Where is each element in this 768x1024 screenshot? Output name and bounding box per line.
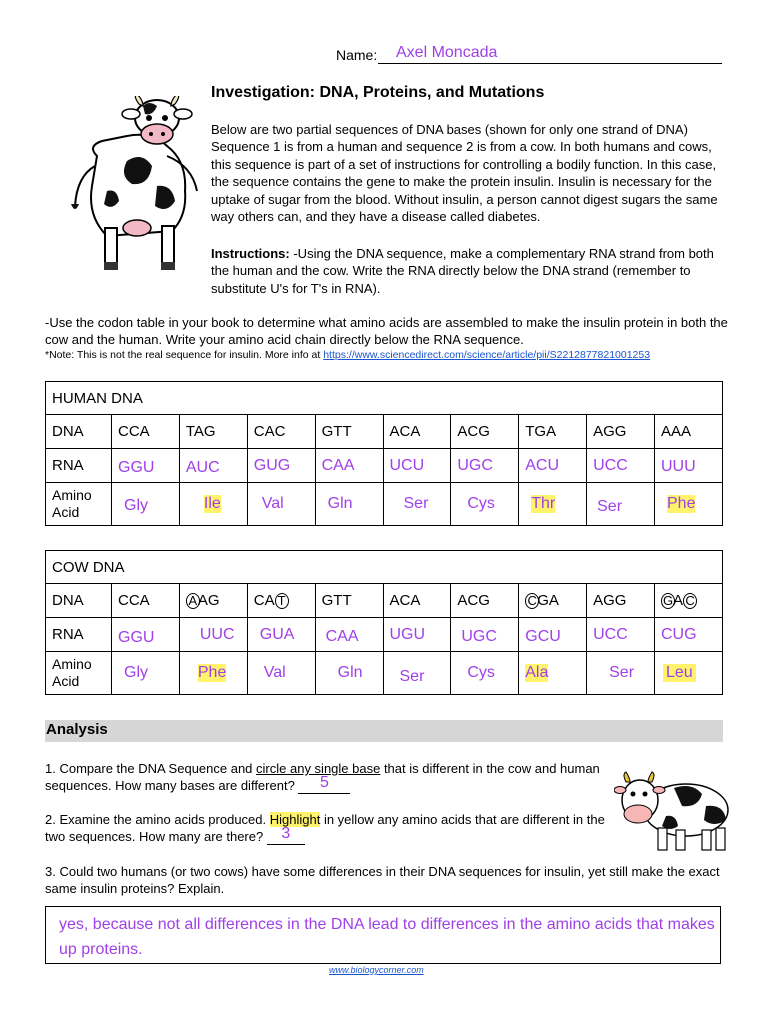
- cow-table-title: COW DNA: [46, 551, 723, 584]
- instructions-text: -Using the DNA sequence, make a complementary RNA strand from both the human and the cow. Write the RNA directly below the DNA strand (remember to substitute U's for T's in RNA).: [211, 246, 714, 296]
- human-rna-answer[interactable]: GGU: [118, 459, 155, 476]
- human-dna-cell: AGG: [587, 415, 655, 449]
- human-dna-cell: AAA: [655, 415, 723, 449]
- human-rna-answer[interactable]: CAA: [321, 456, 355, 474]
- human-rna-answer[interactable]: UCC: [593, 456, 628, 474]
- cow-amino-answer[interactable]: Ser: [399, 668, 425, 685]
- q1-answer: 5: [319, 774, 329, 791]
- human-rna-answer[interactable]: ACU: [525, 456, 560, 474]
- analysis-header-bar: [45, 720, 723, 742]
- cow-amino-answer[interactable]: Gln: [337, 664, 363, 681]
- name-line: [378, 63, 722, 64]
- cow-dna-rest: A: [673, 592, 684, 609]
- cow-dna-rest: GA: [537, 592, 559, 609]
- human-amino-answer[interactable]: Ile: [203, 495, 221, 512]
- q1-underlined: circle any single base: [256, 761, 381, 776]
- instructions-label: Instructions:: [211, 246, 290, 261]
- cow-amino-answer[interactable]: Leu: [663, 664, 696, 682]
- student-name[interactable]: Axel Moncada: [396, 44, 498, 61]
- human-dna-table: [45, 381, 723, 526]
- cow-dna-cell: [179, 584, 247, 618]
- cow-dna-cell: [247, 584, 315, 618]
- cow-dna-cell: AGG: [587, 584, 655, 618]
- human-dna-cell: CAC: [247, 415, 315, 449]
- circled-base: C: [525, 593, 539, 609]
- human-dna-cell: TGA: [519, 415, 587, 449]
- human-amino-answer[interactable]: Ser: [597, 498, 623, 515]
- cow-rna-answer[interactable]: UGC: [461, 627, 497, 645]
- human-rna-answer[interactable]: AUC: [185, 459, 220, 476]
- question-3: 3. Could two humans (or two cows) have some differences in their DNA sequences for insulin, yet still make the exact same insulin proteins? Explain.: [45, 864, 720, 896]
- cow-dna-rest: AG: [197, 592, 220, 609]
- cow-rna-answer[interactable]: UGU: [389, 625, 426, 643]
- name-label: Name:: [336, 47, 378, 63]
- human-rna-answer[interactable]: UUU: [661, 458, 696, 475]
- cow-dna-row: [46, 584, 723, 618]
- note: [45, 349, 745, 361]
- human-dna-cell: GTT: [315, 415, 383, 449]
- human-table-title: HUMAN DNA: [46, 382, 723, 415]
- intro-paragraph: Below are two partial sequences of DNA bases (shown for only one strand of DNA) Sequence 1 is from a human and sequence 2 is from a cow. In both humans and cows, this sequence is part of a set of instructions for controlling a bodily function. In this case, the sequence contains the gene to make the protein insulin. Insulin is necessary for the uptake of sugar from the blood. Without insulin, a person cannot digest sugars the same way others can, and they have a disease called diabetes.: [211, 122, 718, 225]
- cow-amino-answer[interactable]: Ser: [609, 664, 635, 681]
- cow-amino-answer[interactable]: Val: [263, 664, 286, 681]
- circled-base: T: [275, 593, 289, 609]
- circled-base: C: [683, 593, 697, 609]
- row-label-amino: Amino Acid: [46, 483, 112, 526]
- human-rna-row: [46, 449, 723, 483]
- q1-answer-blank[interactable]: [298, 774, 350, 794]
- cow-dna-cell: [519, 584, 587, 618]
- q2-answer: 3: [281, 825, 291, 842]
- cow-rna-answer[interactable]: GUA: [259, 625, 295, 643]
- cow-amino-row: [46, 652, 723, 695]
- cow-dna-cell: ACG: [451, 584, 519, 618]
- instructions-paragraph: [211, 245, 723, 297]
- cow-dna-cell: CCA: [112, 584, 180, 618]
- human-amino-row: [46, 483, 723, 526]
- human-dna-cell: ACA: [383, 415, 451, 449]
- cow-dna-table: [45, 550, 723, 695]
- row-label-amino: Amino Acid: [46, 652, 112, 695]
- q1-text: 1. Compare the DNA Sequence and: [45, 761, 257, 776]
- human-rna-answer[interactable]: GUG: [253, 456, 291, 474]
- cow-rna-answer[interactable]: UCC: [593, 625, 628, 643]
- row-label-rna: RNA: [46, 618, 112, 652]
- cow-rna-answer[interactable]: CUG: [661, 625, 697, 643]
- human-amino-answer[interactable]: Cys: [467, 495, 495, 512]
- q2-text-2: in yellow any amino acids that are different in the two sequences. How many are there?: [45, 812, 605, 844]
- circled-base: A: [186, 593, 200, 609]
- note-link[interactable]: https://www.sciencedirect.com/science/article/pii/S2212877821001253: [323, 349, 651, 361]
- human-rna-answer[interactable]: UGC: [457, 456, 493, 474]
- question-2: [45, 811, 605, 845]
- cow-amino-answer[interactable]: Cys: [467, 664, 495, 681]
- page-title: Investigation: DNA, Proteins, and Mutations: [211, 84, 545, 101]
- analysis-title: Analysis: [46, 721, 108, 738]
- human-dna-cell: CCA: [112, 415, 180, 449]
- q1-text-2: that is different in the cow and human sequences. How many bases are different?: [45, 761, 600, 793]
- cow-illustration: [57, 96, 209, 276]
- q2-highlight-word: Highlight: [269, 812, 321, 827]
- row-label-dna: DNA: [46, 584, 112, 618]
- human-amino-answer[interactable]: Ser: [403, 495, 429, 512]
- cow-dna-cell: [655, 584, 723, 618]
- cow-rna-answer[interactable]: CAA: [325, 627, 359, 645]
- small-cow-illustration: [614, 768, 734, 858]
- footer-link[interactable]: www.biologycorner.com: [329, 965, 424, 975]
- row-label-dna: DNA: [46, 415, 112, 449]
- cow-dna-cell: GTT: [315, 584, 383, 618]
- cow-amino-answer[interactable]: Phe: [197, 664, 227, 681]
- q2-answer-blank[interactable]: [267, 825, 305, 845]
- cow-rna-answer[interactable]: UUC: [199, 625, 235, 643]
- cow-rna-row: [46, 618, 723, 652]
- cow-rna-answer[interactable]: GGU: [118, 628, 155, 646]
- q2-text: 2. Examine the amino acids produced.: [45, 812, 270, 827]
- cow-rna-answer[interactable]: GCU: [525, 627, 561, 645]
- note-text: *Note: This is not the real sequence for insulin. More info at: [45, 349, 324, 361]
- q3-answer: yes, because not all differences in the DNA lead to differences in the amino acids that makes up proteins.: [59, 916, 715, 958]
- human-dna-row: [46, 415, 723, 449]
- human-amino-answer[interactable]: Gly: [124, 497, 148, 514]
- human-amino-answer[interactable]: Thr: [531, 495, 556, 512]
- human-rna-answer[interactable]: UCU: [389, 456, 425, 474]
- codon-instructions: -Use the codon table in your book to determine what amino acids are assembled to make the insulin protein in both the cow and the human. Write your amino acid chain directly below the RNA sequence.: [45, 315, 728, 347]
- human-amino-answer[interactable]: Phe: [667, 495, 696, 512]
- cow-amino-answer[interactable]: Ala: [525, 664, 549, 681]
- human-amino-answer[interactable]: Val: [261, 495, 284, 512]
- cow-amino-answer[interactable]: Gly: [124, 664, 148, 681]
- circled-base: G: [662, 593, 674, 608]
- human-dna-cell: ACG: [451, 415, 519, 449]
- human-dna-cell: TAG: [179, 415, 247, 449]
- cow-dna-cell: ACA: [383, 584, 451, 618]
- cow-dna-rest: CA: [253, 592, 275, 609]
- row-label-rna: RNA: [46, 449, 112, 483]
- question-1: [45, 760, 605, 794]
- human-amino-answer[interactable]: Gln: [327, 495, 353, 512]
